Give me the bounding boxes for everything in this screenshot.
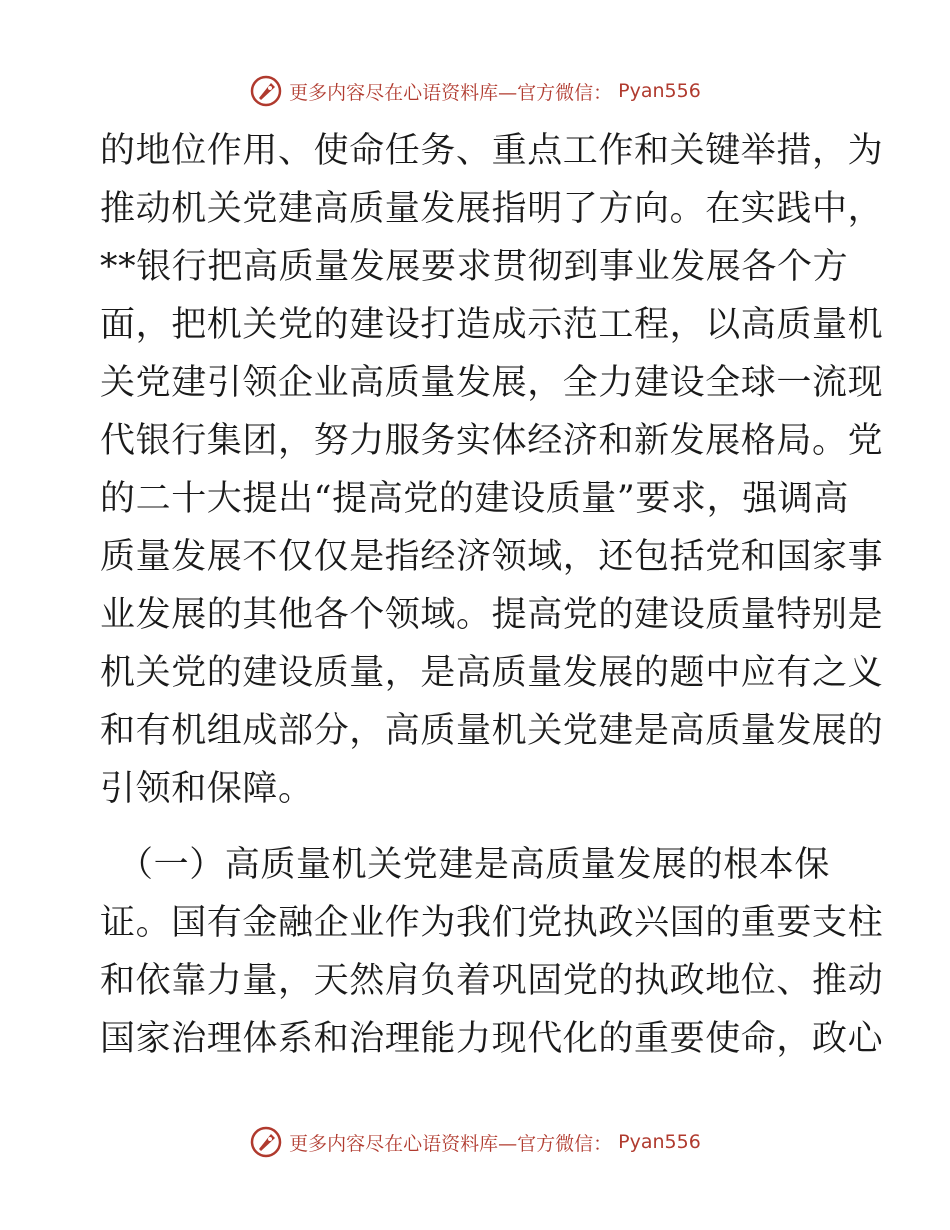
banner-wechat-id: Pyan556 bbox=[618, 1131, 701, 1153]
text-line: 证。国有金融企业作为我们党执政兴国的重要支柱 bbox=[100, 903, 884, 943]
text-line: 引领和保障。 bbox=[100, 769, 314, 809]
banner-text: 更多内容尽在心语资料库—官方微信： bbox=[289, 81, 613, 104]
text-line: 机关党的建设质量，是高质量发展的题中应有之义 bbox=[100, 653, 884, 693]
text-line: 推动机关党建高质量发展指明了方向。在实践中， bbox=[100, 189, 884, 229]
text-line: 国家治理体系和治理能力现代化的重要使命，政心 bbox=[100, 1019, 884, 1059]
footer-banner bbox=[0, 1122, 950, 1162]
text-line: 代银行集团，努力服务实体经济和新发展格局。党 bbox=[100, 421, 884, 461]
text-line: 和依靠力量，天然肩负着巩固党的执政地位、推动 bbox=[100, 961, 884, 1001]
header-banner bbox=[0, 71, 950, 111]
text-line: **银行把高质量发展要求贯彻到事业发展各个方 bbox=[100, 247, 849, 287]
paragraph-2 bbox=[100, 836, 884, 1068]
text-line: 关党建引领企业高质量发展，全力建设全球一流现 bbox=[100, 363, 884, 403]
paragraph-gap bbox=[100, 818, 860, 836]
text-line: 的二十大提出“提高党的建设质量”要求，强调高 bbox=[100, 479, 849, 519]
pen-nib-logo-icon bbox=[249, 1125, 283, 1159]
banner-wechat-id: Pyan556 bbox=[618, 80, 701, 102]
section-heading-line: （一）高质量机关党建是高质量发展的根本保 bbox=[118, 845, 831, 885]
document-body bbox=[100, 122, 884, 1068]
banner-text: 更多内容尽在心语资料库—官方微信： bbox=[289, 1132, 613, 1155]
text-line: 业发展的其他各个领域。提高党的建设质量特别是 bbox=[100, 595, 884, 635]
paragraph-1 bbox=[100, 122, 884, 818]
text-line: 和有机组成部分，高质量机关党建是高质量发展的 bbox=[100, 711, 884, 751]
pen-nib-logo-icon bbox=[249, 74, 283, 108]
text-line: 质量发展不仅仅是指经济领域，还包括党和国家事 bbox=[100, 537, 884, 577]
text-line: 的地位作用、使命任务、重点工作和关键举措，为 bbox=[100, 131, 884, 171]
text-line: 面，把机关党的建设打造成示范工程，以高质量机 bbox=[100, 305, 884, 345]
